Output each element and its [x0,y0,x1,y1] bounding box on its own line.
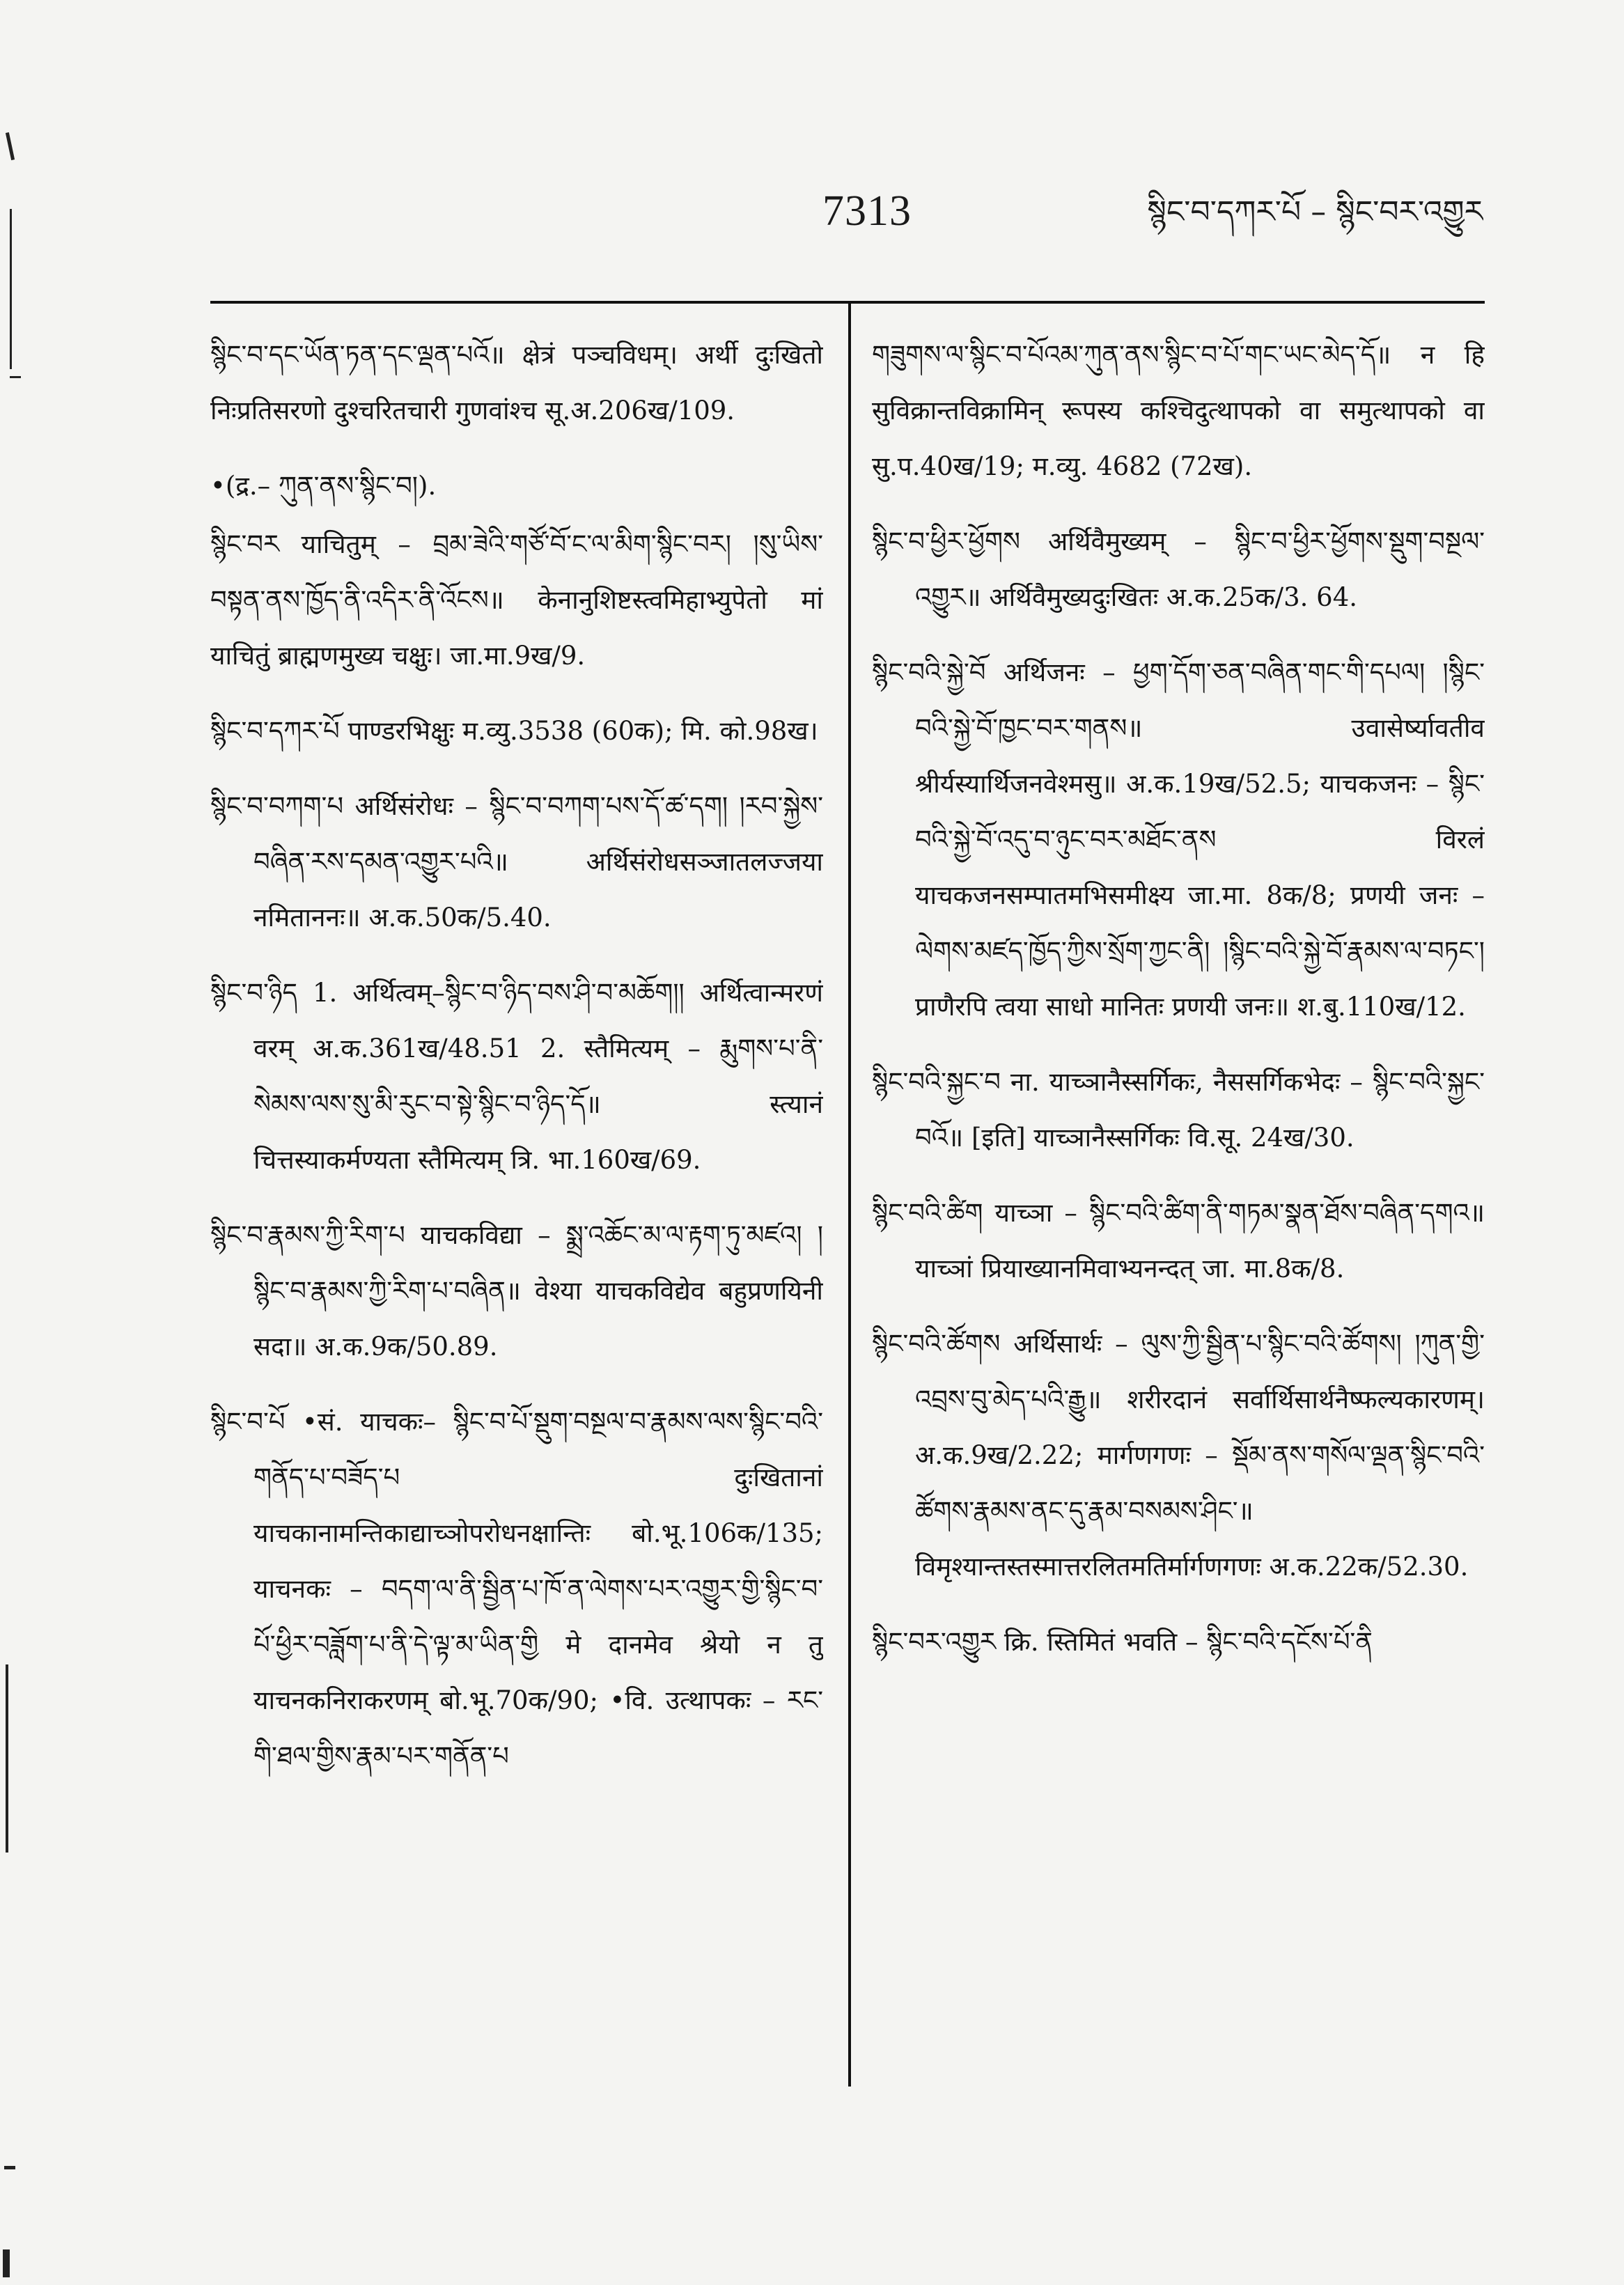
entry-text: སྙིང་བའི་ཚོགས अर्थिसार्थः – ལུས་ཀྱི་སྦྱིན་པ་སྙིང་བའི་ཚོགས། །ཀུན་གྱི་འབྲས་བུ་མེད་པའི་རྒྱུ॥ शरीरदानं सर्वार्थिसार्थनैष्फल्यकारणम्। अ.क.9ख/2.22; मार्गणगणः – སྡོམ་ནས་གསོལ་ལྡན་སྙིང་བའི་ཚོགས་རྣམས་ནང་དུ་རྣམ་བསམས་ཤིང་॥ विमृश्यान्तस्तस्मात्तरलितमतिर्मार्गणगणः अ.क.22क/52.30. [872,1329,1485,1582]
cross-reference [210,458,823,514]
dictionary-entry [210,327,823,439]
dictionary-entry [210,703,823,759]
dictionary-entry [210,1208,823,1375]
dictionary-entry [872,1185,1485,1297]
entry-text: •(द्र.– ཀུན་ནས་སྙིང་བ།). [210,471,437,501]
dictionary-entry [210,779,823,946]
dictionary-entry [210,1394,823,1784]
entry-text: སྙིང་བ་དཀར་པོ पाण्डरभिक्षुः म.व्यु.3538 (60क); मि. को.98ख। [210,716,818,746]
dictionary-entry [872,327,1485,494]
margin-mark [6,132,15,160]
margin-mark [3,2249,10,2277]
entry-text: གཟུགས་ལ་སྙིང་བ་པོའམ་ཀུན་ནས་སྙིང་བ་པོ་གང་ཡང་མེད་དོ॥ न हि सुविक्रान्तविक्रामिन् रूपस्य कश्चिदुत्थापको वा समुत्थापको वा सु.प.40ख/19; म.व्यु. 4682 (72ख). [872,340,1485,481]
entry-text: སྙིང་བ་པོ •सं. याचकः– སྙིང་བ་པོ་སྡུག་བསྔལ་བ་རྣམས་ལས་སྙིང་བའི་གནོད་པ་བཟོད་པ दुःखितानां याचकानामन्तिकाद्याच्ञोपरोधनक्षान्तिः बो.भू.106क/135; याचनकः – བདག་ལ་ནི་སྦྱིན་པ་ཁོ་ན་ལེགས་པར་འགྱུར་གྱི་སྙིང་བ་པོ་ཕྱིར་བཟློག་པ་ནི་དེ་ལྟ་མ་ཡིན་གྱི मे दानमेव श्रेयो न तु याचनकनिराकरणम् बो.भू.70क/90; •वि. उत्थापकः – རང་གི་ཐལ་གྱིས་རྣམ་པར་གནོན་པ [210,1407,823,1771]
entry-text: སྙིང་བ་ཉིད 1. अर्थित्वम्–སྙིང་བ་ཉིད་བས་ཤི་བ་མཆོག།། अर्थित्वान्मरणं वरम् अ.क.361ख/48.51 2. स्तैमित्यम् – རྨུགས་པ་ནི་སེམས་ལས་སུ་མི་རུང་བ་སྟེ་སྙིང་བ་ཉིད་དོ॥ स्त्यानं चित्तस्याकर्मण्यता स्तैमित्यम् त्रि. भा.160ख/69. [210,978,823,1175]
running-head: སྙིང་བ་དཀར་པོ – སྙིང་བར་འགྱུར [1147,194,1483,230]
dictionary-entry [210,965,823,1188]
dictionary-entry [872,1614,1485,1670]
entry-text: སྙིང་བའི་ཚིག याच्ञा – སྙིང་བའི་ཚིག་ནི་གཏམ་སྣན་ཐོས་བཞིན་དགའ॥ याच्ञां प्रियाख्यानमिवाभ्यनन्दत् जा. मा.8क/8. [872,1198,1485,1284]
dictionary-subentry [210,517,823,684]
dictionary-entry [872,645,1485,1035]
margin-mark [4,2166,15,2169]
dictionary-entry [872,1054,1485,1166]
margin-mark [10,376,21,378]
entry-text: སྙིང་བའི་སྐྱེ་བོ अर्थिजनः – ཕྱག་དོག་ཅན་བཞིན་གང་གི་དཔལ། །སྙིང་བའི་སྐྱེ་བོ་ཁྱང་བར་གནས॥ उवासेर्ष्यावतीव श्रीर्यस्यार्थिजनवेश्मसु॥ अ.क.19ख/52.5; याचकजनः – སྙིང་བའི་སྐྱེ་བོ་འདུ་བ་ཉུང་བར་མཐོང་ནས विरलं याचकजनसम्पातमभिसमीक्ष्य जा.मा. 8क/8; प्रणयी जनः – ལེགས་མཛད་ཁྱོད་ཀྱིས་སྲོག་ཀྱང་ནི། །སྙིང་བའི་སྐྱེ་བོ་རྣམས་ལ་བཏང་། प्राणैरपि त्वया साधो मानितः प्रणयी जनः॥ श.बु.110ख/12. [872,657,1485,1022]
margin-mark [6,1664,8,1853]
entry-text: སྙིང་བ་དང་ཡོན་ཏན་དང་ལྡན་པའོ॥ क्षेत्रं पञ्चविधम्। अर्थी दुःखितो निःप्रतिसरणो दुश्चरितचारी गुणवांश्च सू.अ.206ख/109. [210,340,823,426]
dictionary-entry [872,1316,1485,1595]
entry-text: སྙིང་བའི་སྐྱང་བ ना. याच्ञानैस्सर्गिकः, नैससर्गिकभेदः – སྙིང་བའི་སྐྱང་བའོ॥ [इति] याच्ञानैस्सर्गिकः वि.सू. 24ख/30. [872,1067,1485,1153]
header-rule [210,301,1485,304]
entry-text: སྙིང་བ་བཀག་པ अर्थिसंरोधः – སྙིང་བ་བཀག་པས་དོ་ཚ་དག། །རབ་སྐྱེས་བཞིན་རས་དམན་འགྱུར་པའི॥ अर्थिसंरोधसञ्जातलज्जया नमिताननः॥ अ.क.50क/5.40. [210,791,823,933]
margin-mark [10,209,12,369]
column-divider [848,304,851,2087]
entry-text: སྙིང་བ་ཕྱིར་ཕྱོགས अर्थिवैमुख्यम् – སྙིང་བ་ཕྱིར་ཕྱོགས་སྡུག་བསྔལ་འགྱུར॥ अर्थिवैमुख्यदुःखितः अ.क.25क/3. 64. [872,527,1485,612]
right-column [872,327,1485,2152]
entry-text: སྙིང་བ་རྣམས་ཀྱི་རིག་པ याचकविद्या – སྨྲ་འཆོང་མ་ལ་རྟག་ཏུ་མཛའ། །སྙིང་བ་རྣམས་ཀྱི་རིག་པ་བཞིན॥ वेश्या याचकविद्येव बहुप्रणयिनी सदा॥ अ.क.9क/50.89. [210,1220,823,1362]
page-number: 7313 [822,187,912,235]
entry-text: སྙིང་བར་འགྱུར क्रि. स्तिमितं भवति – སྙིང་བའི་དངོས་པོ་ནི [872,1627,1373,1657]
entry-text: སྙིང་བར याचितुम् – བྲམ་ཟེའི་གཙོ་བོ་ང་ལ་མིག་སྙིང་བར། །སུ་ཡིས་བསྟན་ནས་ཁྱོད་ནི་འདིར་ནི་འོངས॥ केनानुशिष्टस्त्वमिहाभ्युपेतो मां याचितुं ब्राह्मणमुख्य चक्षुः। जा.मा.9ख/9. [210,529,823,671]
dictionary-entry [872,514,1485,625]
left-column [210,327,823,2152]
